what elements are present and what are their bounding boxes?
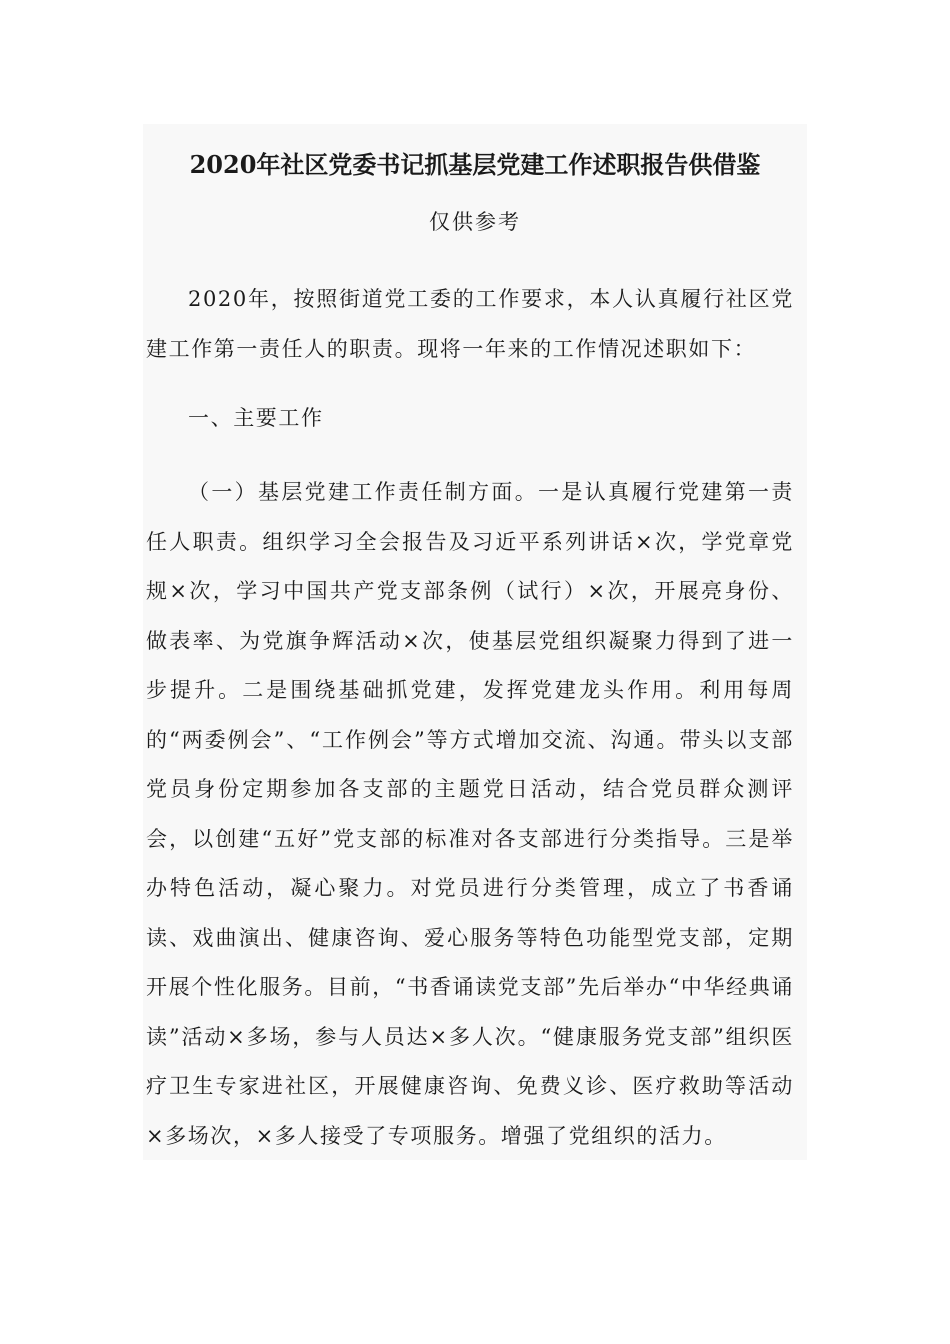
document-title: 2020年社区党委书记抓基层党建工作述职报告供借鉴: [189, 150, 761, 179]
document-subtitle: 仅供参考: [429, 210, 521, 234]
document-page: [143, 124, 807, 1160]
section-body-paragraph: （一）基层党建工作责任制方面。一是认真履行党建第一责任人职责。组织学习全会报告及习近平系列讲话×次，学党章党规×次，学习中国共产党支部条例（试行）×次，开展亮身份、做表率、为党旗争辉活动×次，使基层党组织凝聚力得到了进一步提升。二是围绕基础抓党建，发挥党建龙头作用。利用每周的“两委例会”、“工作例会”等方式增加交流、沟通。带头以支部党员身份定期参加各支部的主题党日活动，结合党员群众测评会，以创建“五好”党支部的标准对各支部进行分类指导。三是举办特色活动，凝心聚力。对党员进行分类管理，成立了书香诵读、戏曲演出、健康咨询、爱心服务等特色功能型党支部，定期开展个性化服务。目前，“书香诵读党支部”先后举办“中华经典诵读”活动×多场，参与人员达×多人次。“健康服务党支部”组织医疗卫生专家进社区，开展健康咨询、免费义诊、医疗救助等活动×多场次，×多人接受了专项服务。增强了党组织的活力。: [146, 480, 794, 1148]
intro-paragraph: 2020年，按照街道党工委的工作要求，本人认真履行社区党建工作第一责任人的职责。现将一年来的工作情况述职如下：: [146, 287, 794, 361]
section-heading: 一、主要工作: [188, 406, 324, 430]
